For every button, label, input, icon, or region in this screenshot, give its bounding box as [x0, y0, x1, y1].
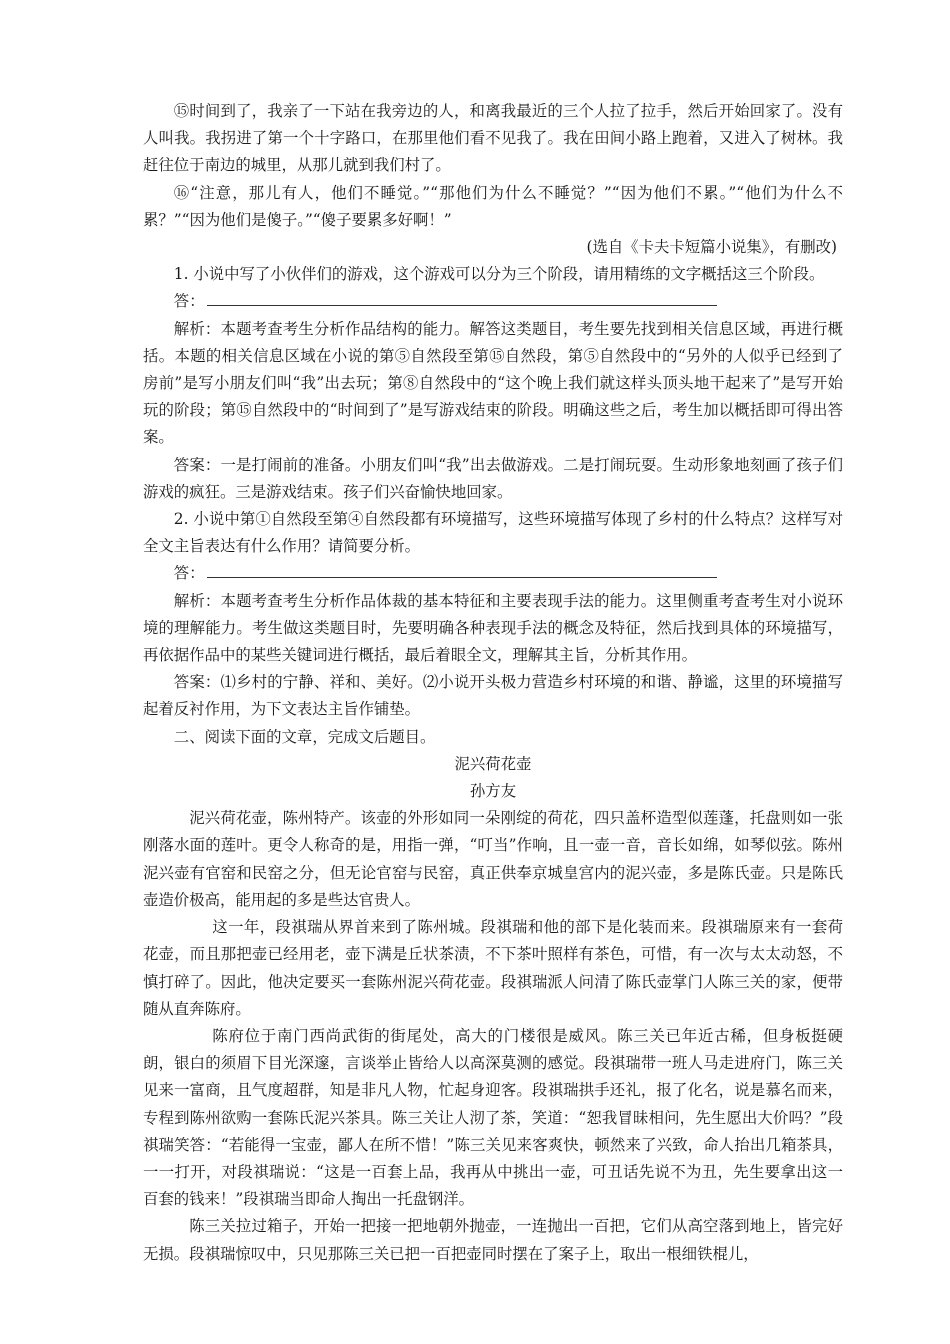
answer-label: 答： — [173, 292, 205, 311]
article-paragraph: 泥兴荷花壶，陈州特产。该壶的外形如同一朵刚绽的荷花，四只盖杯造型似莲蓬，托盘则如一张刚落水面的莲叶。更令人称奇的是，用指一弹，“叮当”作响，且一壶一音，音长如绵，如琴似弦。陈州泥兴壶有官窑和民窑之分，但无论官窑与民窑，真正供奉京城皇宫内的泥兴壶，多是陈氏壶。只是陈氏壶造价极高，能用起的多是些达官贵人。 — [143, 809, 843, 909]
answer-line-2 — [143, 560, 843, 587]
article-title: 泥兴荷花壶 — [454, 754, 532, 773]
answer-2: 答案：⑴乡村的宁静、祥和、美好。⑵小说开头极力营造乡村环境的和谐、静谧，这里的环境描写起着反衬作用，为下文表达主旨作铺垫。 — [143, 673, 843, 719]
story-paragraph-16: ⑯“注意，那儿有人，他们不睡觉。”“那他们为什么不睡觉？”“因为他们不累。”“他们为什么不累？”“因为他们是傻子。”“傻子要累多好啊！” — [143, 183, 843, 229]
answer-blank — [207, 561, 717, 578]
article-paragraph: 陈府位于南门西尚武街的街尾处，高大的门楼很是威风。陈三关已年近古稀，但身板挺硬朗，银白的须眉下目光深邃，言谈举止皆给人以高深莫测的感觉。段祺瑞带一班人马走进府门，陈三关见来一富商，且气度超群，知是非凡人物，忙起身迎客。段祺瑞拱手还礼，报了化名，说是慕名而来，专程到陈州欲购一套陈氏泥兴茶具。陈三关让人沏了茶，笑道：“恕我冒昧相问，先生愿出大价吗？”段祺瑞笑答：“若能得一宝壶，鄙人在所不惜！”陈三关见来客爽快，顿然来了兴致，命人抬出几箱茶具，一一打开，对段祺瑞说：“这是一百套上品，我再从中挑出一壶，可丑话先说不为丑，先生要拿出这一百套的钱来！”段祺瑞当即命人掏出一托盘钢洋。 — [143, 1026, 843, 1209]
answer-1: 答案：一是打闹前的准备。小朋友们叫“我”出去做游戏。二是打闹玩耍。生动形象地刻画了孩子们游戏的疯狂。三是游戏结束。孩子们兴奋愉快地回家。 — [143, 455, 843, 501]
story-paragraph-15: ⑮时间到了，我亲了一下站在我旁边的人，和离我最近的三个人拉了拉手，然后开始回家了。没有人叫我。我拐进了第一个十字路口，在那里他们看不见我了。我在田间小路上跑着，又进入了树林。我赶往位于南边的城里，从那儿就到我们村了。 — [143, 102, 843, 175]
story-source: (选自《卡夫卡短篇小说集》，有删改) — [586, 238, 837, 257]
article-paragraph: 这一年，段祺瑞从界首来到了陈州城。段祺瑞和他的部下是化装而来。段祺瑞原来有一套荷花壶，而且那把壶已经用老，壶下满是丘状茶渍，不下茶叶照样有茶色，可惜，有一次与太太动怒，不慎打碎了。因此，他决定要买一套陈州泥兴荷花壶。段祺瑞派人问清了陈氏壶掌门人陈三关的家，便带随从直奔陈府。 — [143, 918, 843, 1018]
question-1: 1. 小说中写了小伙伴们的游戏，这个游戏可以分为三个阶段，请用精练的文字概括这三个阶段。 — [173, 265, 825, 284]
answer-line-1 — [143, 288, 843, 315]
article-paragraph: 陈三关拉过箱子，开始一把接一把地朝外抛壶，一连抛出一百把，它们从高空落到地上，皆完好无损。段祺瑞惊叹中，只见那陈三关已把一百把壶同时摆在了案子上，取出一根细铁棍儿， — [143, 1217, 843, 1263]
document-body — [143, 98, 843, 1268]
analysis-1: 解析：本题考查考生分析作品结构的能力。解答这类题目，考生要先找到相关信息区域，再进行概括。本题的相关信息区域在小说的第⑤自然段至第⑮自然段，第⑤自然段中的“另外的人似乎已经到了房前”是写小朋友们叫“我”出去玩；第⑧自然段中的“这个晚上我们就这样头顶头地干起来了”是写开始玩的阶段；第⑮自然段中的“时间到了”是写游戏结束的阶段。明确这些之后，考生加以概括即可得出答案。 — [143, 319, 843, 447]
answer-label: 答： — [173, 564, 205, 583]
section-heading: 二、阅读下面的文章，完成文后题目。 — [173, 727, 436, 746]
answer-blank — [207, 289, 717, 306]
question-2: 2. 小说中第①自然段至第④自然段都有环境描写，这些环境描写体现了乡村的什么特点？这样写对全文主旨表达有什么作用？请简要分析。 — [143, 510, 843, 556]
analysis-2: 解析：本题考查考生分析作品体裁的基本特征和主要表现手法的能力。这里侧重考查考生对小说环境的理解能力。考生做这类题目时，先要明确各种表现手法的概念及特征，然后找到具体的环境描写，再依据作品中的某些关键词进行概括，最后着眼全文，理解其主旨，分析其作用。 — [143, 591, 843, 665]
article-author: 孙方友 — [469, 782, 517, 801]
